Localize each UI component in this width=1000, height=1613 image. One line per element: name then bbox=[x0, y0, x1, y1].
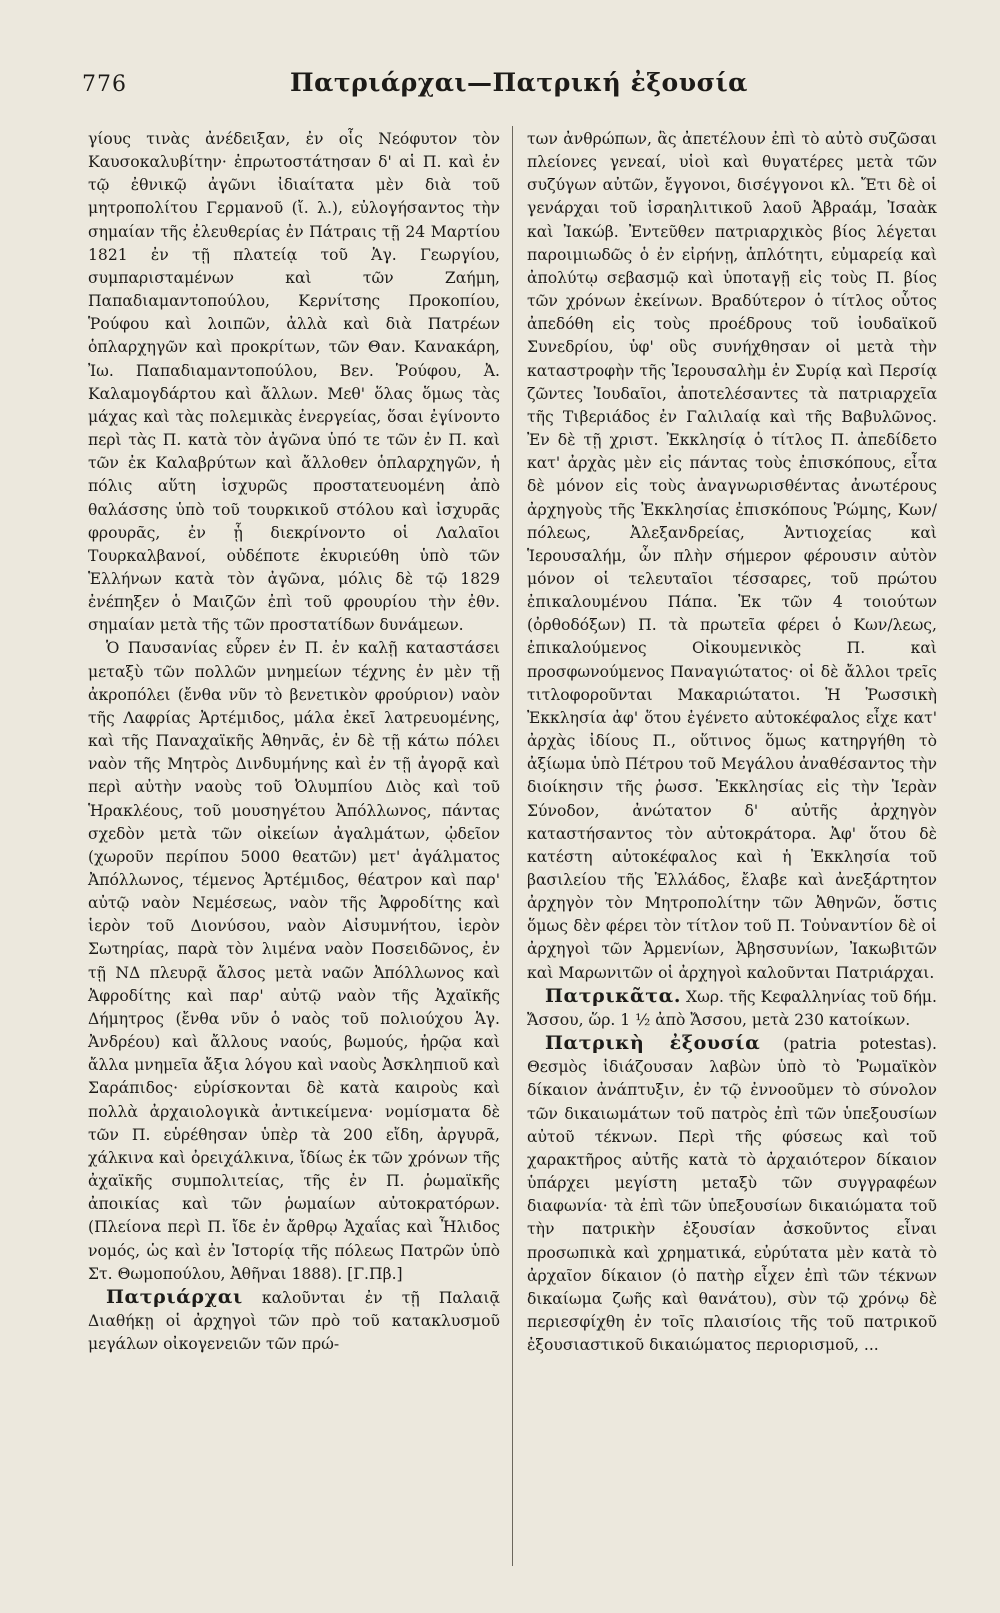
page-number: 776 bbox=[82, 72, 127, 97]
right-column bbox=[527, 128, 937, 1357]
entry-headword: Πατρικᾶτα. bbox=[545, 984, 682, 1007]
entry-text: Χωρ. τῆς Κεφαλληνίας τοῦ δήμ. Ἄσσου, ὥρ. 1 ½ ἀπὸ Ἄσσου, μετὰ 230 κατοίκων. bbox=[527, 987, 937, 1029]
entry-headword: Πατρικὴ ἐξουσία bbox=[545, 1032, 761, 1055]
paragraph-patras-history: γίους τινὰς ἀνέδειξαν, ἐν οἷς Νεόφυτον τὸν Καυσοκαλυβίτην· ἐπρωτοστάτησαν δ' αἱ Π. καὶ ἐν τῷ ἐθνικῷ ἀγῶνι ἰδιαίτατα μὲν διὰ τοῦ μητροπολίτου Γερμανοῦ (ἴ. λ.), εὐλογήσαντος τὴν σημαίαν τῆς ἐλευθερίας ἐν Πάτραις τῇ 24 Μαρτίου 1821 ἐν τῇ πλατείᾳ τοῦ Ἁγ. Γεωργίου, συμπαρισταμένων καὶ τῶν Ζαήμη, Παπαδιαμαντοπούλου, Κερνίτσης Προκοπίου, Ῥούφου καὶ λοιπῶν, ἀλλὰ καὶ διὰ Πατρέων ὁπλαρχηγῶν καὶ προκρίτων, τῶν Θαν. Κανακάρη, Ἰω. Παπαδιαμαντοπούλου, Βεν. Ῥούφου, Ἀ. Καλαμογδάρτου καὶ ἄλλων. Μεθ' ὅλας ὅμως τὰς μάχας καὶ τὰς πολεμικὰς ἐνεργείας, ὅσαι ἐγίνοντο περὶ τὰς Π. κατὰ τὸν ἀγῶνα ὑπό τε τῶν ἐν Π. καὶ τῶν ἐκ Καλαβρύτων καὶ ἄλλοθεν ὁπλαρχηγῶν, ἡ πόλις αὕτη ἰσχυρῶς προστατευομένη ἀπὸ θαλάσσης ὑπὸ τοῦ τουρκικοῦ στόλου καὶ ἰσχυρᾶς φρουρᾶς, ἐν ᾗ διεκρίνοντο οἱ Λαλαῖοι Τουρκαλβανοί, οὐδέποτε ἐκυριεύθη ὑπὸ τῶν Ἑλλήνων κατὰ τὸν ἀγῶνα, μόλις δὲ τῷ 1829 ἐνέπηξεν ὁ Μαιζῶν ἐπὶ τοῦ φρουρίου τὴν ἐθν. σημαίαν μετὰ τῆς τῶν προστατίδων δυνάμεων. bbox=[88, 130, 500, 635]
paragraph-patriarchs-continued: των ἀνθρώπων, ἃς ἀπετέλουν ἐπὶ τὸ αὐτὸ συζῶσαι πλείονες γενεαί, υἱοὶ καὶ θυγατέρες μετὰ τῶν συζύγων αὐτῶν, ἔγγονοι, δισέγγονοι κλ. Ἔτι δὲ οἱ γενάρχαι τοῦ ἰσραηλιτικοῦ λαοῦ Ἀβραάμ, Ἰσαὰκ καὶ Ἰακώβ. Ἐντεῦθεν πατριαρχικὸς βίος λέγεται παροιμιωδῶς ὁ ἐν εἰρήνῃ, ἁπλότητι, εὐμαρείᾳ καὶ ἀπολύτῳ σεβασμῷ καὶ ὑποταγῇ εἰς τοὺς Π. βίος τῶν χρόνων ἐκείνων. Βραδύτερον ὁ τίτλος οὗτος ἀπεδόθη εἰς τοὺς προέδρους τοῦ ἰουδαϊκοῦ Συνεδρίου, ὑφ' οὓς συνήχθησαν οἱ μετὰ τὴν καταστροφὴν τῆς Ἱερουσαλὴμ ἐν Συρίᾳ καὶ Περσίᾳ ζῶντες Ἰουδαῖοι, ἀποτελέσαντες τὰ πατριαρχεῖα τῆς Τιβεριάδος ἐν Γαλιλαίᾳ καὶ τῆς Βαβυλῶνος. Ἐν δὲ τῇ χριστ. Ἐκκλησίᾳ ὁ τίτλος Π. ἀπεδίδετο κατ' ἀρχὰς μὲν εἰς πάντας τοὺς ἐπισκόπους, εἶτα δὲ μόνον εἰς τοὺς ἀναγνωρισθέντας ἀνωτέρους ἀρχηγοὺς τῆς Ἐκκλησίας ἐπισκόπους Ῥώμης, Κων/πόλεως, Ἀλεξανδρείας, Ἀντιοχείας καὶ Ἱερουσαλήμ, ὧν πλὴν σήμερον φέρουσιν αὐτὸν μόνον οἱ τελευταῖοι τέσσαρες, τοῦ πρώτου ἐπικαλουμένου Πάπα. Ἐκ τῶν 4 τοιούτων (ὀρθοδόξων) Π. τὰ πρωτεῖα φέρει ὁ Κων/λεως, ἐπικαλούμενος Οἰκουμενικὸς Π. καὶ προσφωνούμενος Παναγιώτατος· οἱ δὲ ἄλλοι τρεῖς τιτλοφοροῦνται Μακαριώτατοι. Ἡ Ῥωσσικὴ Ἐκκλησία ἀφ' ὅτου ἐγένετο αὐτοκέφαλος εἶχε κατ' ἀρχὰς ἰδίους Π., οὕτινος ὅμως κατηργήθη τὸ ἀξίωμα ὑπὸ Πέτρου τοῦ Μεγάλου ἀναθέσαντος τὴν διοίκησιν τῆς ῥωσσ. Ἐκκλησίας εἰς τὴν Ἱερὰν Σύνοδον, ἀνώτατον δ' αὐτῆς ἀρχηγὸν καταστήσαντος τὸν αὐτοκράτορα. Ἀφ' ὅτου δὲ κατέστη αὐτοκέφαλος καὶ ἡ Ἐκκλησία τοῦ βασιλείου τῆς Ἑλλάδος, ἔλαβε καὶ ἀνεξάρτητον ἀρχηγὸν τὸν Μητροπολίτην τῶν Ἀθηνῶν, ὅστις ὅμως δὲν φέρει τὸν τίτλον τοῦ Π. Τοὐναντίον δὲ οἱ ἀρχηγοὶ τῶν Ἀρμενίων, Ἀβησσυνίων, Ἰακωβιτῶν καὶ Μαρωνιτῶν οἱ ἀρχηγοὶ καλοῦνται Πατριάρχαι. bbox=[527, 130, 937, 982]
entry-patriarchai bbox=[88, 1286, 500, 1356]
left-column bbox=[88, 128, 500, 1356]
column-divider bbox=[512, 126, 513, 1566]
paragraph-pausanias: Ὁ Παυσανίας εὗρεν ἐν Π. ἐν καλῇ καταστάσει μεταξὺ τῶν πολλῶν μνημείων τέχνης ἐν μὲν τῇ ἀκροπόλει (ἔνθα νῦν τὸ βενετικὸν φρούριον) ναὸν τῆς Λαφρίας Ἀρτέμιδος, μάλα ἐκεῖ λατρευομένης, καὶ τῆς Παναχαϊκῆς Ἀθηνᾶς, ἐν δὲ τῇ κάτω πόλει ναὸν τῆς Μητρὸς Δινδυμήνης καὶ ἐν τῇ ἀγορᾷ καὶ περὶ αὐτὴν ναοὺς τοῦ Ὀλυμπίου Διὸς καὶ τοῦ Ἡρακλέους, τοῦ μουσηγέτου Ἀπόλλωνος, πάντας σχεδὸν μετὰ τῶν οἰκείων ἀγαλμάτων, ᾠδεῖον (χωροῦν περίπου 5000 θεατῶν) μετ' ἀγάλματος Ἀπόλλωνος, τέμενος Ἀρτέμιδος, θέατρον καὶ παρ' αὐτῷ ναὸν Νεμέσεως, ναὸν τῆς Ἀφροδίτης καὶ ἱερὸν τοῦ Διονύσου, ναὸν Αἰσυμνήτου, ἱερὸν Σωτηρίας, παρὰ τὸν λιμένα ναὸν Ποσειδῶνος, ἐν τῇ ΝΔ πλευρᾷ ἄλσος μετὰ ναῶν Ἀπόλλωνος καὶ Ἀφροδίτης καὶ παρ' αὐτῷ ναὸν τῆς Ἀχαϊκῆς Δήμητρος (ἔνθα νῦν ὁ ναὸς τοῦ πολιούχου Ἁγ. Ἀνδρέου) καὶ ἄλλους ναούς, βωμούς, ἡρῷα καὶ ἄλλα μνημεῖα ἄξια λόγου καὶ ναοὺς Ἀσκληπιοῦ καὶ Σαράπιδος· εὑρίσκονται δὲ κατὰ καιροὺς καὶ πολλὰ ἀρχαιολογικὰ ἀντικείμενα· νομίσματα δὲ τῶν Π. εὑρέθησαν ὑπὲρ τὰ 200 εἴδη, ἀργυρᾶ, χάλκινα καὶ ὀρειχάλκινα, ἴδίως ἐκ τῶν χρόνων τῆς ἀχαϊκῆς συμπολιτείας, τῆς ἐν Π. ῥωμαϊκῆς ἀποικίας καὶ τῶν ῥωμαίων αὐτοκρατόρων. (Πλείονα περὶ Π. ἴδε ἐν ἄρθρῳ Ἀχαΐας καὶ Ἦλιδος νομός, ὡς καὶ ἐν Ἱστορίᾳ τῆς πόλεως Πατρῶν ὑπὸ Στ. Θωμοπούλου, Ἀθῆναι 1888). [Γ.Πβ.] bbox=[88, 639, 500, 1283]
entry-headword: Πατριάρχαι bbox=[106, 1285, 243, 1308]
entry-patrikata bbox=[527, 985, 937, 1032]
entry-patriki-exousia bbox=[527, 1032, 937, 1357]
running-head: Πατριάρχαι—Πατρική ἐξουσία bbox=[290, 68, 748, 97]
entry-text: (patria potestas). Θεσμὸς ἰδιάζουσαν λαβὼν ὑπὸ τὸ Ῥωμαϊκὸν δίκαιον ἀνάπτυξιν, ἐν τῷ ἐννοοῦμεν τὸ σύνολον τῶν δικαιωμάτων τοῦ πατρὸς ἐπὶ τῶν ὑπεξουσίων αὐτοῦ τέκνων. Περὶ τῆς φύσεως καὶ τοῦ χαρακτῆρος αὐτῆς κατὰ τὸ ἀρχαιότερον δίκαιον ὑπάρχει μεγίστη μεταξὺ τῶν συγγραφέων διαφωνία· τὰ ἐπὶ τῶν ὑπεξουσίων δικαιώματα τοῦ τὴν πατρικὴν ἐξουσίαν ἀσκοῦντος εἶναι προσωπικὰ καὶ χρηματικά, εὐρύτατα μὲν κατὰ τὸ ἀρχαῖον δίκαιον (ὁ πατὴρ εἶχεν ἐπὶ τῶν τέκνων δικαίωμα ζωῆς καὶ θανάτου), σὺν τῷ χρόνῳ δὲ περιεσφίχθη ἐν τοῖς πλαισίοις τῆς τοῦ πατρικοῦ ἐξουσιαστικοῦ δικαιώματος περιορισμοῦ, ... bbox=[527, 1035, 937, 1355]
entry-text: καλοῦνται ἐν τῇ Παλαιᾷ Διαθήκῃ οἱ ἀρχηγοὶ τῶν πρὸ τοῦ κατακλυσμοῦ μεγάλων οἰκογενειῶν τῶν πρώ- bbox=[88, 1288, 500, 1354]
